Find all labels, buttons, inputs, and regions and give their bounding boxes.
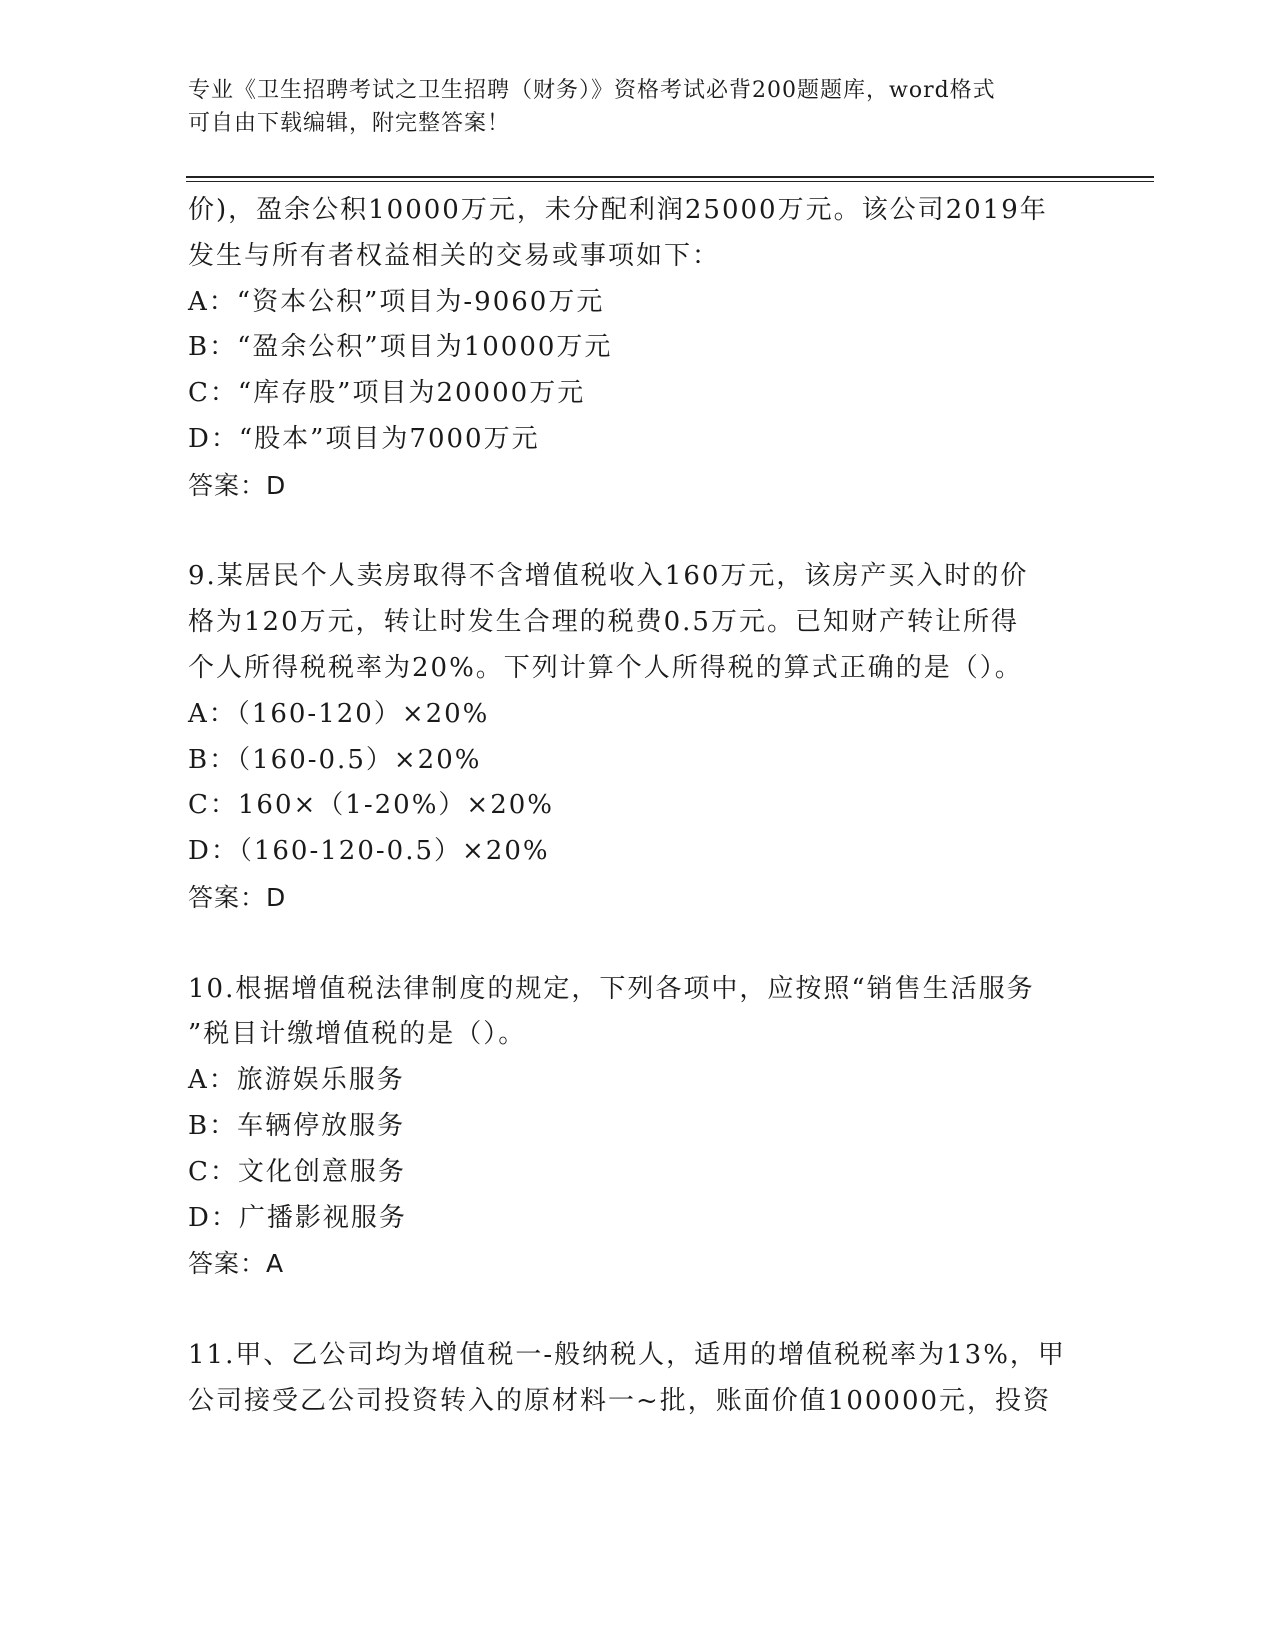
- question-10: [188, 967, 1088, 1288]
- question-stem: 11.甲、乙公司均为增值税一-般纳税人，适用的增值税税率为13%，甲: [188, 1339, 1066, 1370]
- option-c: C：“库存股”项目为20000万元: [188, 378, 586, 409]
- question-11: [188, 1333, 1088, 1425]
- question-stem: 公司接受乙公司投资转入的原材料一~批，账面价值100000元，投资: [188, 1385, 1052, 1416]
- answer-label: 答案：D: [188, 470, 287, 500]
- question-stem: 价)，盈余公积10000万元，未分配利润25000万元。该公司2019年: [188, 195, 1048, 225]
- option-c: C：文化创意服务: [188, 1156, 406, 1187]
- question-stem: 9.某居民个人卖房取得不含增值税收入160万元，该房产买入时的价: [188, 561, 1029, 592]
- option-d: D：（160-120-0.5）×20%: [188, 836, 550, 867]
- option-c: C：160×（1-20%）×20%: [188, 790, 554, 821]
- question-9: [188, 554, 1088, 920]
- answer-label: 答案：A: [188, 1249, 285, 1279]
- option-a: A：旅游娱乐服务: [188, 1065, 405, 1096]
- question-8: [188, 188, 1088, 509]
- option-b: B：车辆停放服务: [188, 1110, 406, 1141]
- question-content: [188, 188, 1088, 1425]
- question-stem: 发生与所有者权益相关的交易或事项如下：: [188, 240, 721, 271]
- question-stem: 个人所得税税率为20%。下列计算个人所得税的算式正确的是（）。: [188, 652, 1023, 683]
- question-stem: 10.根据增值税法律制度的规定，下列各项中，应按照“销售生活服务: [188, 973, 1035, 1004]
- document-header: [188, 74, 1088, 140]
- header-divider-thin: [186, 181, 1154, 182]
- question-stem: 格为120万元，转让时发生合理的税费0.5万元。已知财产转让所得: [188, 607, 1019, 638]
- option-b: B：（160-0.5）×20%: [188, 744, 482, 775]
- spacer: [188, 921, 1088, 967]
- spacer: [188, 1287, 1088, 1333]
- option-d: D：广播影视服务: [188, 1202, 407, 1233]
- header-divider-thick: [186, 176, 1154, 178]
- option-b: B：“盈余公积”项目为10000万元: [188, 332, 613, 363]
- option-a: A：“资本公积”项目为-9060万元: [188, 286, 605, 317]
- header-line-2: 可自由下载编辑，附完整答案！: [188, 111, 511, 136]
- option-d: D：“股本”项目为7000万元: [188, 423, 540, 454]
- option-a: A：（160-120）×20%: [188, 698, 490, 729]
- header-line-1: 专业《卫生招聘考试之卫生招聘（财务）》资格考试必背200题题库，word格式: [188, 78, 996, 103]
- spacer: [188, 509, 1088, 555]
- answer-label: 答案：D: [188, 882, 287, 912]
- question-stem: ”税目计缴增值税的是（）。: [188, 1019, 527, 1050]
